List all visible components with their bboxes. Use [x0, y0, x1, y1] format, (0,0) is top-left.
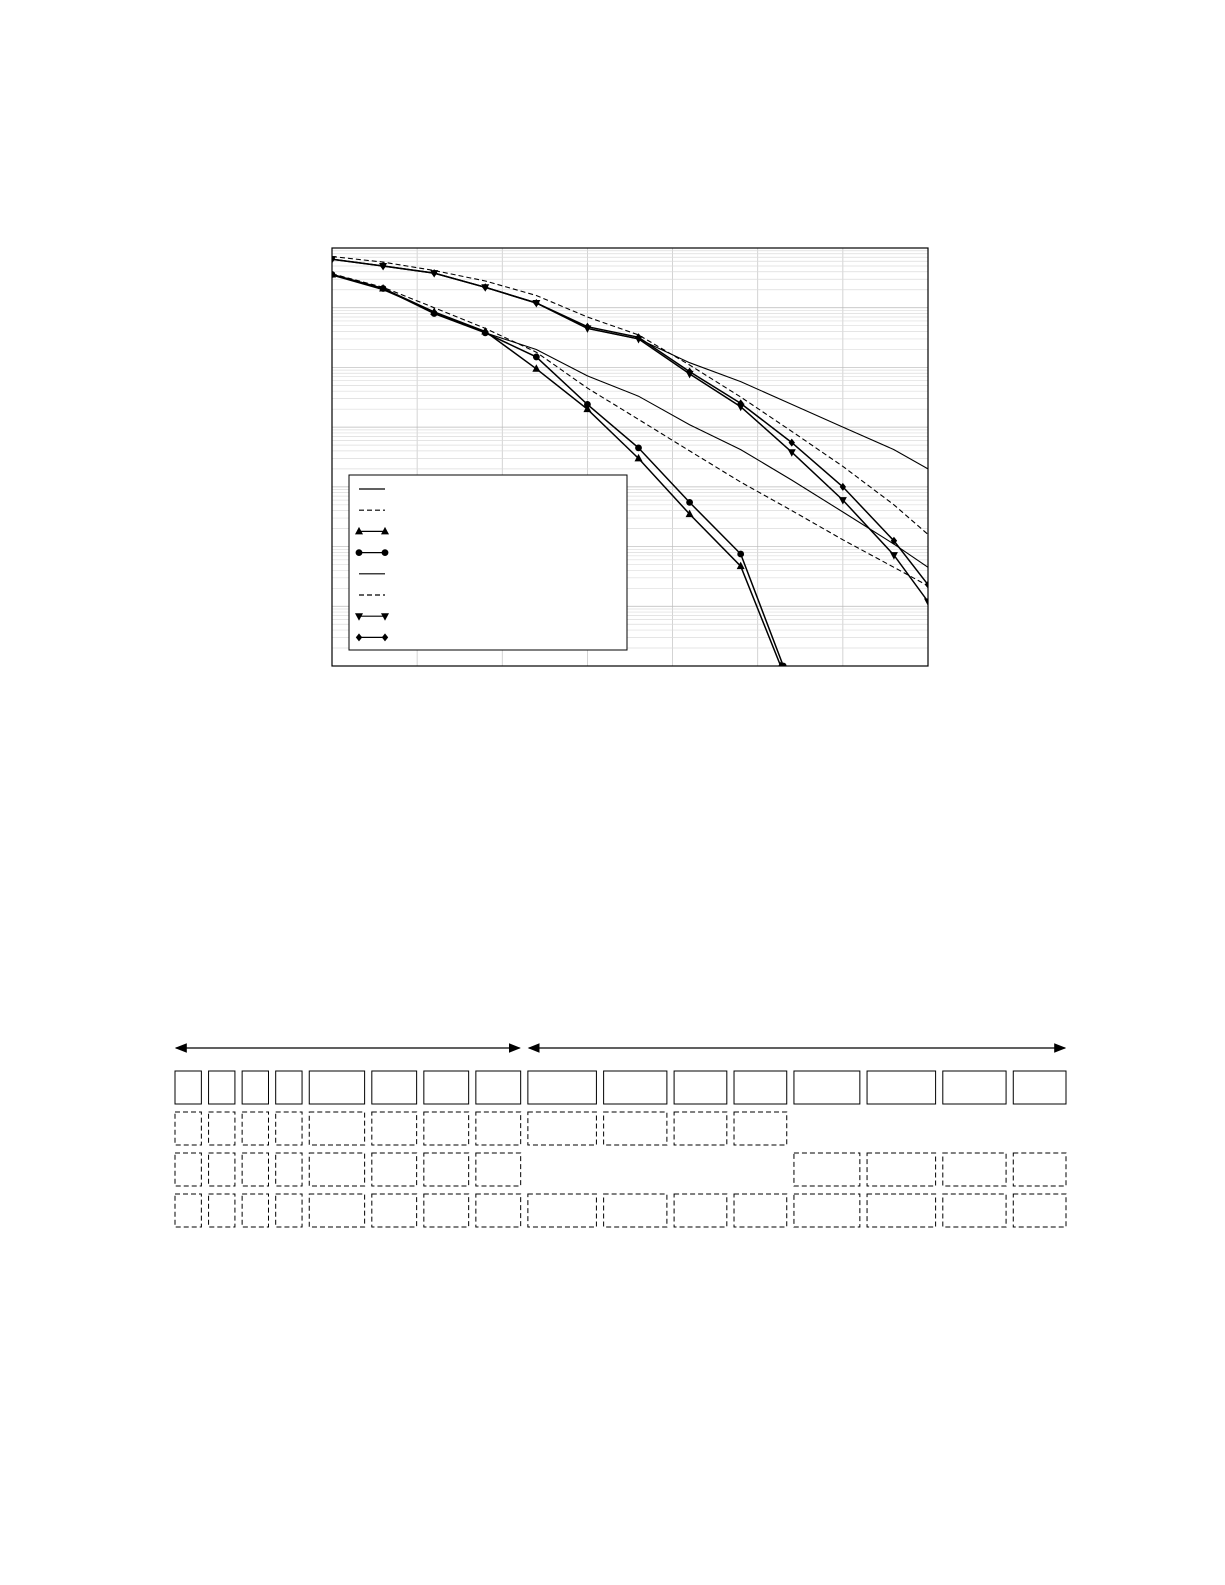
block-row4-col14 — [867, 1194, 936, 1227]
block-row2-col4 — [276, 1112, 302, 1145]
block-row4-col2 — [209, 1194, 235, 1227]
block-row2-col6 — [372, 1112, 417, 1145]
block-row1-col4 — [276, 1071, 302, 1104]
block-row4-col16 — [1013, 1194, 1066, 1227]
block-row1-col14 — [867, 1071, 936, 1104]
block-row1-col16 — [1013, 1071, 1066, 1104]
block-row3-col16 — [1013, 1153, 1066, 1186]
block-row2-col10 — [604, 1112, 667, 1145]
block-row4-col11 — [674, 1194, 727, 1227]
block-row2-col1 — [175, 1112, 201, 1145]
block-row2-col5 — [309, 1112, 364, 1145]
block-row4-col12 — [734, 1194, 787, 1227]
block-row1-col11 — [674, 1071, 727, 1104]
block-row3-col13 — [794, 1153, 860, 1186]
block-row4-col5 — [309, 1194, 364, 1227]
block-row2-col11 — [674, 1112, 727, 1145]
block-row1-col5 — [309, 1071, 364, 1104]
block-row4-col7 — [424, 1194, 469, 1227]
block-row3-col6 — [372, 1153, 417, 1186]
block-row2-col12 — [734, 1112, 787, 1145]
block-row4-col9 — [528, 1194, 597, 1227]
block-row1-col15 — [943, 1071, 1006, 1104]
block-row3-col7 — [424, 1153, 469, 1186]
block-row3-col1 — [175, 1153, 201, 1186]
block-row1-col9 — [528, 1071, 597, 1104]
block-row2-col2 — [209, 1112, 235, 1145]
block-row3-col4 — [276, 1153, 302, 1186]
block-row3-col14 — [867, 1153, 936, 1186]
block-row3-col15 — [943, 1153, 1006, 1186]
block-row1-col6 — [372, 1071, 417, 1104]
block-row1-col13 — [794, 1071, 860, 1104]
block-row3-col2 — [209, 1153, 235, 1186]
block-row3-col5 — [309, 1153, 364, 1186]
block-row4-col10 — [604, 1194, 667, 1227]
block-row3-col8 — [476, 1153, 521, 1186]
block-row2-col9 — [528, 1112, 597, 1145]
block-row4-col6 — [372, 1194, 417, 1227]
block-row1-col10 — [604, 1071, 667, 1104]
diagram-blocks — [175, 1048, 1066, 1227]
block-row1-col3 — [242, 1071, 268, 1104]
block-row4-col8 — [476, 1194, 521, 1227]
block-row3-col3 — [242, 1153, 268, 1186]
block-row1-col8 — [476, 1071, 521, 1104]
block-row4-col3 — [242, 1194, 268, 1227]
block-row4-col15 — [943, 1194, 1006, 1227]
block-row2-col3 — [242, 1112, 268, 1145]
block-row4-col4 — [276, 1194, 302, 1227]
block-row1-col2 — [209, 1071, 235, 1104]
block-row1-col7 — [424, 1071, 469, 1104]
block-row4-col13 — [794, 1194, 860, 1227]
block-row1-col12 — [734, 1071, 787, 1104]
block-row2-col8 — [476, 1112, 521, 1145]
block-row1-col1 — [175, 1071, 201, 1104]
block-row4-col1 — [175, 1194, 201, 1227]
block-row2-col7 — [424, 1112, 469, 1145]
